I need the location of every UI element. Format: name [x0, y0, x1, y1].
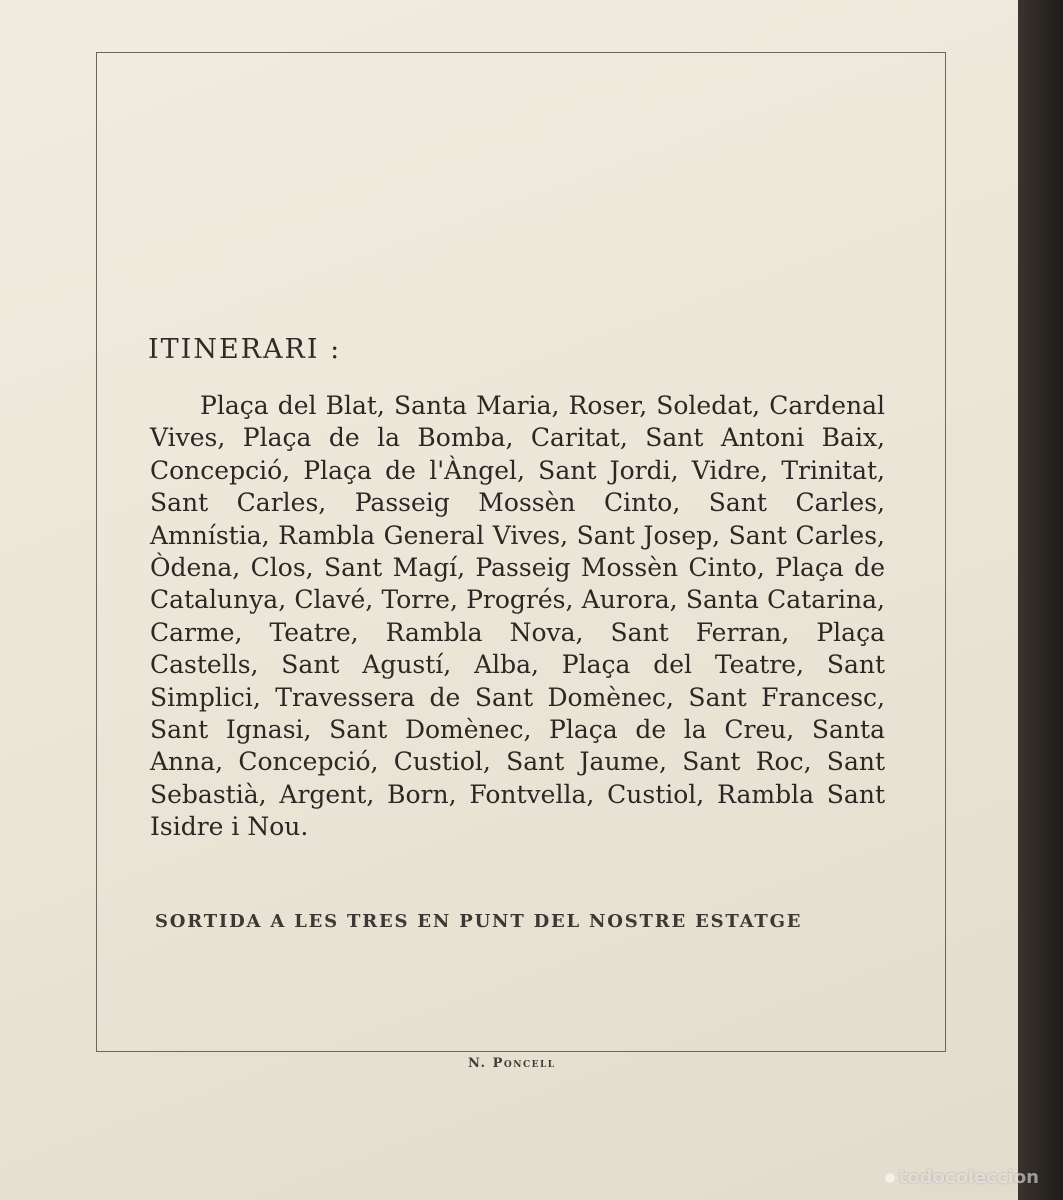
- printer-credit: N. Poncell: [468, 1056, 556, 1071]
- watermark: [885, 1167, 1039, 1188]
- itinerary-route-text: Plaça del Blat, Santa Maria, Roser, Soledat, Cardenal Vives, Plaça de la Bomba, Caritat, Sant Antoni Baix, Concepció, Plaça de l'Àngel, Sant Jordi, Vidre, Trinitat, Sant Carles, Passeig Mossèn Cinto, Sant Carles, Amnístia, Rambla General Vives, Sant Josep, Sant Carles, Òdena, Clos, Sant Magí, Passeig Mossèn Cinto, Plaça de Catalunya, Clavé, Torre, Progrés, Aurora, Santa Catarina, Carme, Teatre, Rambla Nova, Sant Ferran, Plaça Castells, Sant Agustí, Alba, Plaça del Teatre, Sant Simplici, Travessera de Sant Domènec, Sant Francesc, Sant Ignasi, Sant Domènec, Plaça de la Creu, Santa Anna, Concepció, Custiol, Sant Jaume, Sant Roc, Sant Sebastià, Argent, Born, Fontvella, Custiol, Rambla Sant Isidre i Nou.: [150, 391, 885, 842]
- background-edge: [1018, 0, 1063, 1200]
- itinerary-heading: ITINERARI :: [148, 334, 342, 365]
- departure-note: SORTIDA A LES TRES EN PUNT DEL NOSTRE ESTATGE: [155, 911, 803, 932]
- watermark-text: todocoleccion: [898, 1167, 1039, 1188]
- watermark-logo-icon: [885, 1173, 895, 1183]
